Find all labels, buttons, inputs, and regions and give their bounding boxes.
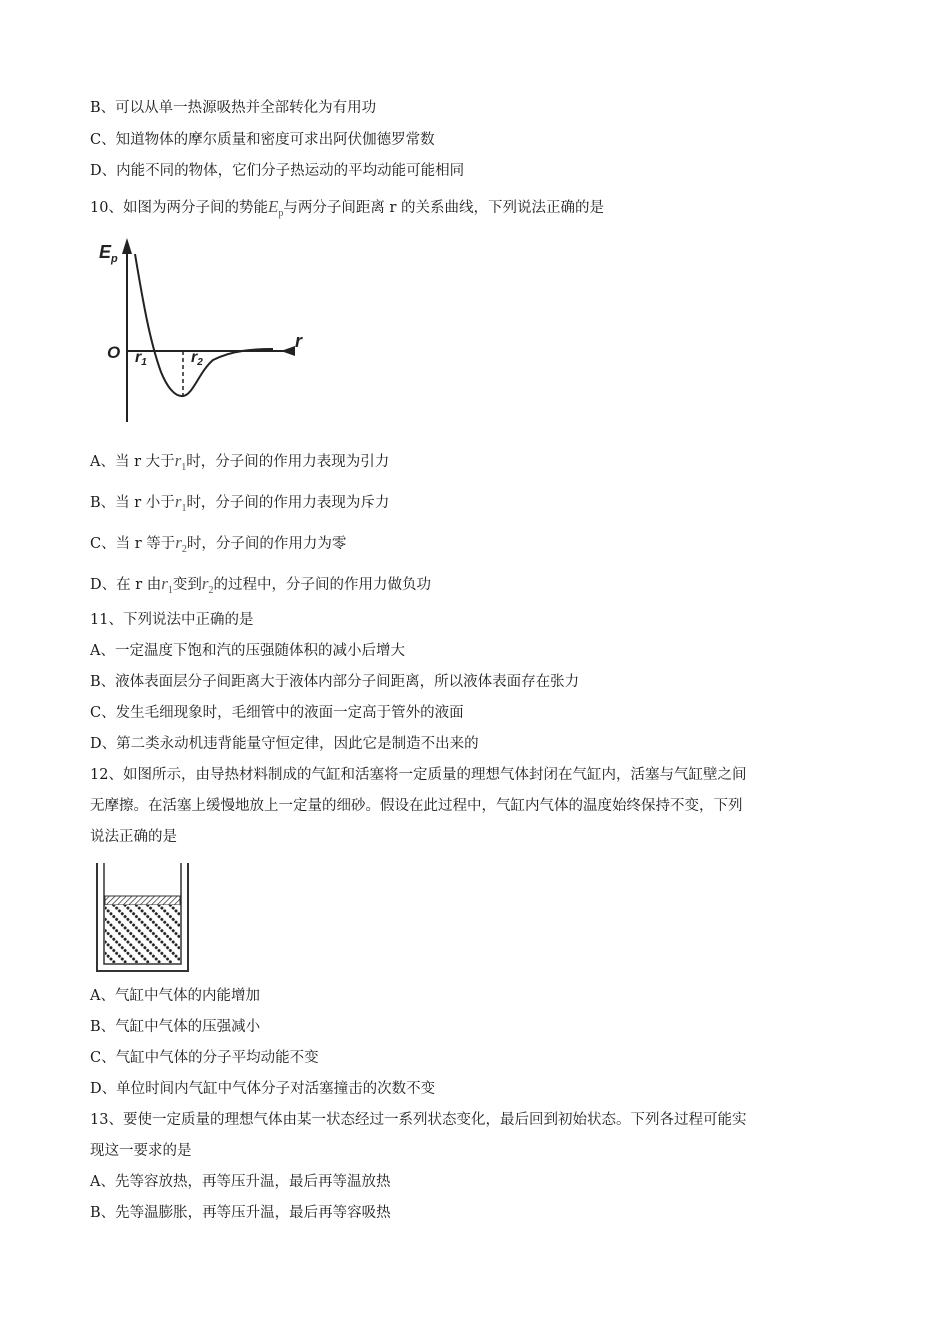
y-axis-arrow bbox=[122, 238, 132, 254]
potential-energy-curve-figure bbox=[95, 232, 320, 427]
q10-option-b bbox=[90, 492, 389, 519]
potential-energy-curve bbox=[135, 254, 273, 396]
q10-stem-sub: p bbox=[278, 208, 284, 219]
q10-option-d-var2: r bbox=[201, 574, 209, 593]
gas-region bbox=[105, 905, 180, 963]
q10-option-b-text-b: 时，分子间的作用力表现为斥力 bbox=[186, 495, 390, 511]
q10-option-c bbox=[90, 533, 346, 560]
q10-option-a-var: r bbox=[174, 451, 182, 470]
q10-option-c-var: r bbox=[175, 533, 182, 552]
q10-option-d-sub1: 1 bbox=[167, 585, 173, 596]
q10-option-d-text-a: D、在 r 由 bbox=[90, 577, 162, 593]
q13-option-a: A、先等容放热，再等压升温，最后再等温放热 bbox=[90, 1174, 391, 1190]
q12-stem-line-1: 12、如图所示，由导热材料制成的气缸和活塞将一定质量的理想气体封闭在气缸内，活塞与气缸壁之间 bbox=[90, 767, 747, 783]
q13-option-b: B、先等温膨胀，再等压升温，最后再等容吸热 bbox=[90, 1205, 391, 1221]
q11-option-d: D、第二类永动机违背能量守恒定律，因此它是制造不出来的 bbox=[90, 736, 479, 752]
q10-option-a bbox=[90, 451, 389, 478]
q9-option-d: D、内能不同的物体，它们分子热运动的平均动能可能相同 bbox=[90, 163, 465, 179]
cylinder-piston-figure bbox=[94, 860, 194, 975]
x-axis-arrow bbox=[281, 346, 295, 356]
q10-option-d-text-b: 的过程中，分子间的作用力做负功 bbox=[213, 577, 432, 593]
q11-option-b: B、液体表面层分子间距离大于液体内部分子间距离，所以液体表面存在张力 bbox=[90, 674, 580, 690]
x-axis-label: r bbox=[295, 331, 303, 351]
q10-option-d-text-mid: 变到 bbox=[172, 577, 202, 593]
q12-option-b: B、气缸中气体的压强减小 bbox=[90, 1019, 261, 1035]
q11-option-a: A、一定温度下饱和汽的压强随体积的减小后增大 bbox=[90, 643, 405, 659]
y-axis-label: $E_p$ bbox=[99, 242, 118, 265]
q10-stem-var: E bbox=[267, 197, 279, 216]
q10-option-b-text-a: B、当 r 小于 bbox=[90, 495, 175, 511]
q10-option-c-text-b: 时，分子间的作用力为零 bbox=[186, 536, 347, 552]
q10-option-a-sub: 1 bbox=[181, 462, 187, 473]
q13-stem-line-2: 现这一要求的是 bbox=[90, 1143, 192, 1159]
q13-stem-line-1: 13、要使一定质量的理想气体由某一状态经过一系列状态变化，最后回到初始状态。下列各过程可能实 bbox=[90, 1112, 747, 1128]
q10-option-d bbox=[90, 574, 431, 601]
q9-option-c: C、知道物体的摩尔质量和密度可求出阿伏伽德罗常数 bbox=[90, 132, 435, 148]
q11-stem: 11、下列说法中正确的是 bbox=[90, 612, 254, 628]
q12-option-d: D、单位时间内气缸中气体分子对活塞撞击的次数不变 bbox=[90, 1081, 436, 1097]
q10-option-d-var1: r bbox=[161, 574, 168, 593]
origin-label: O bbox=[107, 343, 121, 362]
q10-option-c-text-a: C、当 r 等于 bbox=[90, 536, 176, 552]
piston bbox=[105, 896, 180, 905]
q10-stem-text-a: 10、如图为两分子间的势能 bbox=[90, 200, 268, 216]
q10-stem bbox=[90, 197, 604, 224]
q12-option-c: C、气缸中气体的分子平均动能不变 bbox=[90, 1050, 319, 1066]
q10-option-c-sub: 2 bbox=[181, 544, 187, 555]
q12-stem-line-3: 说法正确的是 bbox=[90, 829, 177, 845]
q12-stem-line-2: 无摩擦。在活塞上缓慢地放上一定量的细砂。假设在此过程中，气缸内气体的温度始终保持不变，下列 bbox=[90, 798, 743, 814]
r1-label: r1 bbox=[135, 349, 147, 368]
q10-option-d-sub2: 2 bbox=[208, 585, 214, 596]
q9-option-b: B、可以从单一热源吸热并全部转化为有用功 bbox=[90, 100, 377, 116]
q10-option-b-sub: 1 bbox=[181, 503, 187, 514]
q12-option-a: A、气缸中气体的内能增加 bbox=[90, 988, 260, 1004]
q10-option-b-var: r bbox=[174, 492, 182, 511]
q10-option-a-text-a: A、当 r 大于 bbox=[90, 454, 175, 470]
r2-label: r2 bbox=[191, 349, 203, 368]
q10-stem-text-b: 与两分子间距离 r 的关系曲线，下列说法正确的是 bbox=[283, 200, 604, 216]
q10-option-a-text-b: 时，分子间的作用力表现为引力 bbox=[186, 454, 390, 470]
q11-option-c: C、发生毛细现象时，毛细管中的液面一定高于管外的液面 bbox=[90, 705, 464, 721]
